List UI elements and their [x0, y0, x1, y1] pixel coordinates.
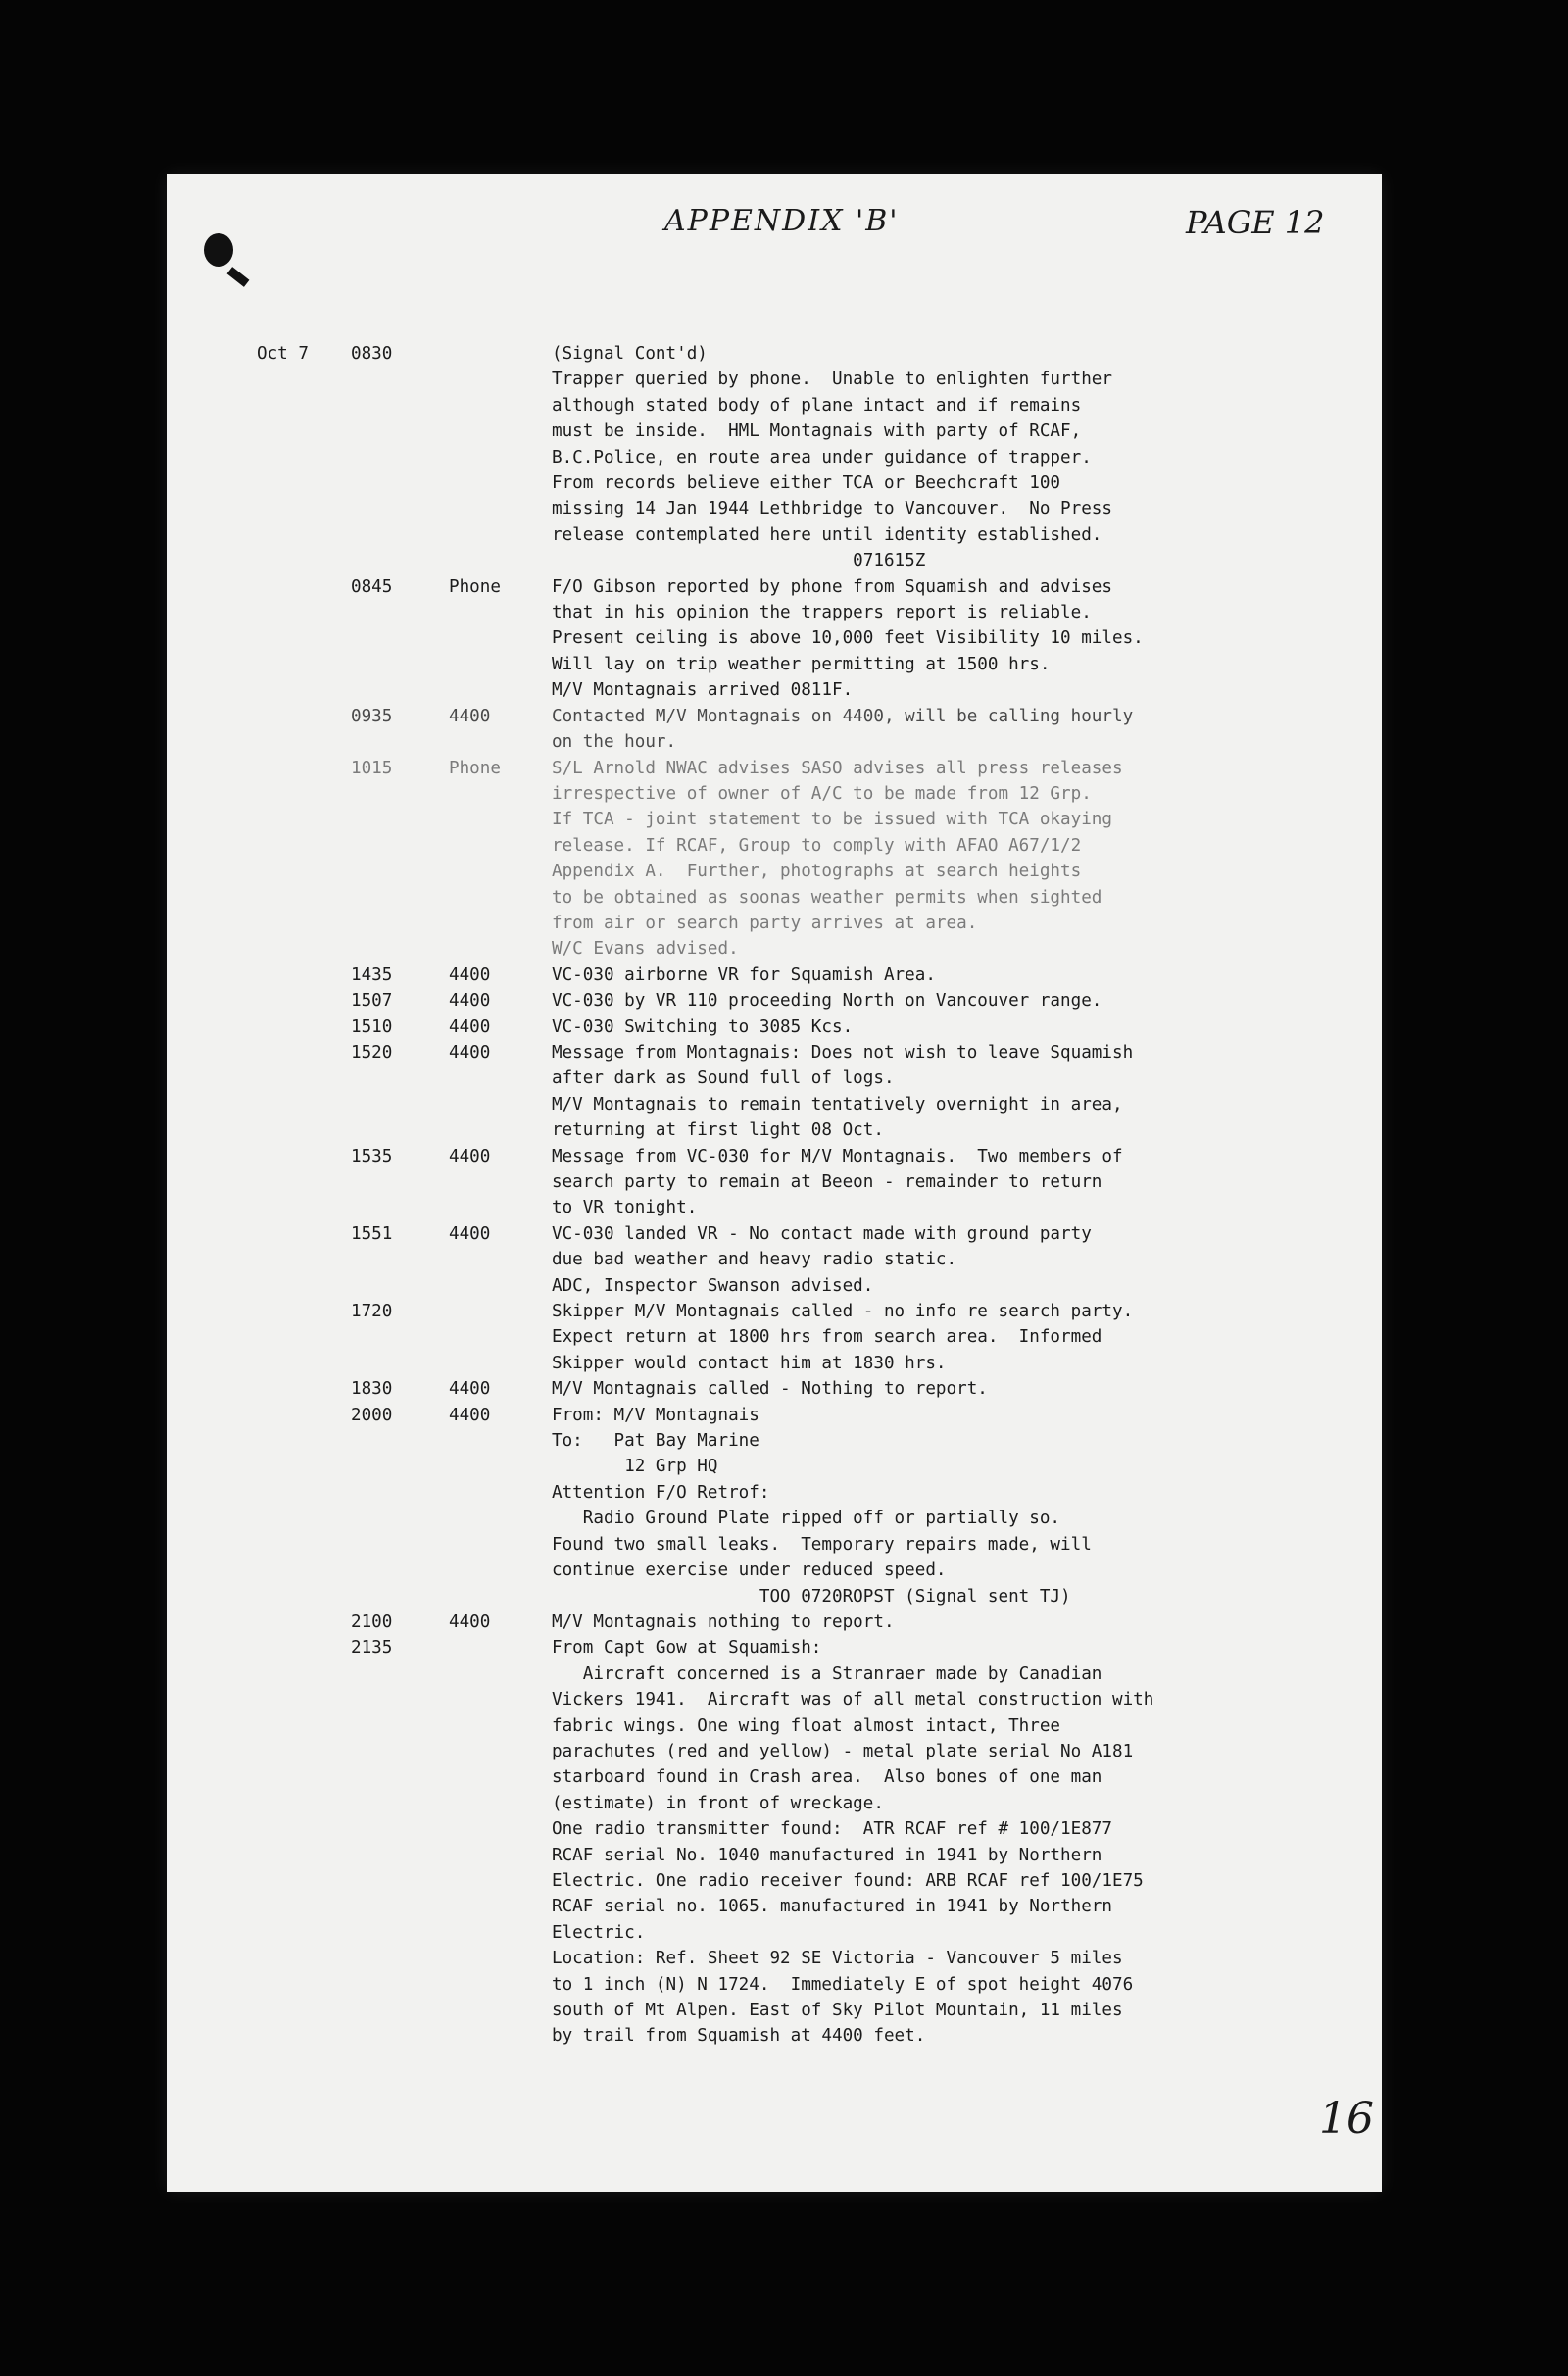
entry-channel: 4400 [449, 1042, 491, 1063]
entry-time: 1520 [351, 1042, 393, 1063]
entry-line: search party to remain at Beeon - remainder to return [552, 1172, 1102, 1192]
entry-line: missing 14 Jan 1944 Lethbridge to Vancouver. No Press [552, 499, 1112, 520]
entry-time: 2100 [351, 1611, 393, 1632]
entry-line: Found two small leaks. Temporary repairs made, will [552, 1534, 1092, 1555]
entry-line: VC-030 Switching to 3085 Kcs. [552, 1016, 854, 1037]
entry-line: to be obtained as soonas weather permits when sighted [552, 887, 1102, 908]
entry-channel: 4400 [449, 1611, 491, 1632]
entry-line: RCAF serial No. 1040 manufactured in 1941 by Northern [552, 1845, 1102, 1865]
entry-channel: 4400 [449, 1405, 491, 1425]
entry-date [257, 1040, 351, 1144]
entry-date [257, 1609, 351, 1635]
entry-line: Radio Ground Plate ripped off or partially so. [552, 1509, 1061, 1529]
entry-date: Oct 7 [257, 344, 309, 364]
entry-channel [449, 1635, 552, 2050]
signal-log-table [257, 341, 1354, 2050]
log-entry [257, 1221, 1354, 1299]
entry-time: 0935 [351, 706, 393, 726]
entry-time: 1720 [351, 1302, 393, 1322]
entry-channel: 4400 [449, 1016, 491, 1037]
entry-line: 071615Z [552, 551, 926, 571]
entry-line: Aircraft concerned is a Stranraer made by Canadian [552, 1663, 1102, 1684]
entry-channel [449, 341, 552, 574]
entry-line: RCAF serial no. 1065. manufactured in 1941 by Northern [552, 1897, 1112, 1917]
entry-line: continue exercise under reduced speed. [552, 1560, 947, 1581]
entry-text [552, 1221, 1354, 1299]
entry-line: Will lay on trip weather permitting at 1500 hrs. [552, 654, 1051, 674]
entry-text [552, 756, 1354, 963]
entry-time: 1510 [351, 1016, 393, 1037]
entry-date [257, 756, 351, 963]
entry-text [552, 1040, 1354, 1144]
entry-time: 2135 [351, 1638, 393, 1658]
entry-line: Skipper M/V Montagnais called - no info re search party. [552, 1302, 1134, 1322]
entry-line: starboard found in Crash area. Also bones of one man [552, 1767, 1102, 1788]
entry-date [257, 1403, 351, 1609]
entry-channel: 4400 [449, 991, 491, 1012]
document-page [167, 174, 1382, 2192]
entry-line: from air or search party arrives at area. [552, 913, 978, 933]
entry-line: Contacted M/V Montagnais on 4400, will be calling hourly [552, 706, 1134, 726]
entry-time: 1535 [351, 1146, 393, 1166]
entry-line: release contemplated here until identity established. [552, 524, 1102, 545]
entry-line: release. If RCAF, Group to comply with AFAO A67/1/2 [552, 835, 1082, 856]
entry-date [257, 988, 351, 1014]
entry-line: to 1 inch (N) N 1724. Immediately E of spot height 4076 [552, 1974, 1134, 1995]
entry-channel: 4400 [449, 965, 491, 985]
entry-text [552, 988, 1354, 1014]
entry-line: although stated body of plane intact and if remains [552, 395, 1082, 416]
log-entry [257, 1403, 1354, 1609]
entry-date [257, 1221, 351, 1299]
entry-time: 1551 [351, 1223, 393, 1244]
entry-channel: Phone [449, 758, 501, 778]
entry-line: M/V Montagnais to remain tentatively overnight in area, [552, 1094, 1123, 1114]
entry-line: M/V Montagnais arrived 0811F. [552, 680, 854, 701]
entry-line: south of Mt Alpen. East of Sky Pilot Mountain, 11 miles [552, 2001, 1123, 2020]
entry-date [257, 1015, 351, 1040]
entry-line: returning at first light 08 Oct. [552, 1120, 884, 1141]
log-entry [257, 1376, 1354, 1402]
entry-line: parachutes (red and yellow) - metal plate serial No A181 [552, 1741, 1134, 1761]
entry-line: M/V Montagnais called - Nothing to report. [552, 1379, 988, 1400]
entry-line: irrespective of owner of A/C to be made from 12 Grp. [552, 783, 1092, 804]
entry-time: 0830 [351, 344, 393, 364]
log-entry [257, 1635, 1354, 2050]
entry-line: 12 Grp HQ [552, 1457, 718, 1477]
log-entry [257, 1609, 1354, 1635]
handwritten-page-mark: 16 [1319, 2094, 1374, 2144]
entry-line: by trail from Squamish at 4400 feet. [552, 2026, 926, 2047]
log-entry [257, 1015, 1354, 1040]
entry-line: If TCA - joint statement to be issued with TCA okaying [552, 810, 1112, 830]
entry-text [552, 1635, 1354, 2050]
entry-line: that in his opinion the trappers report is reliable. [552, 603, 1092, 623]
entry-time: 1015 [351, 758, 393, 778]
entry-text [552, 1609, 1354, 1635]
entry-text [552, 963, 1354, 988]
log-entry [257, 341, 1354, 574]
entry-line: VC-030 landed VR - No contact made with ground party [552, 1223, 1092, 1244]
entry-line: Location: Ref. Sheet 92 SE Victoria - Vancouver 5 miles [552, 1949, 1123, 1969]
entry-line: (Signal Cont'd) [552, 344, 708, 364]
entry-line: Message from Montagnais: Does not wish to leave Squamish [552, 1042, 1134, 1063]
entry-line: F/O Gibson reported by phone from Squamish and advises [552, 576, 1112, 597]
entry-date [257, 704, 351, 756]
entry-text [552, 1403, 1354, 1609]
log-entry [257, 963, 1354, 988]
entry-line: Electric. [552, 1922, 646, 1943]
log-entry [257, 574, 1354, 704]
appendix-heading: APPENDIX 'B' [664, 204, 900, 238]
entry-line: Appendix A. Further, photographs at search heights [552, 862, 1082, 882]
entry-text [552, 1144, 1354, 1221]
entry-line: TOO 0720ROPST (Signal sent TJ) [552, 1586, 1071, 1607]
entry-line: One radio transmitter found: ATR RCAF ref # 100/1E877 [552, 1819, 1112, 1840]
entry-time: 1435 [351, 965, 393, 985]
entry-time: 2000 [351, 1405, 393, 1425]
log-entry [257, 704, 1354, 756]
entry-line: Expect return at 1800 hrs from search area. Informed [552, 1327, 1102, 1348]
entry-text [552, 704, 1354, 756]
entry-line: ADC, Inspector Swanson advised. [552, 1275, 874, 1296]
entry-line: From Capt Gow at Squamish: [552, 1638, 822, 1658]
entry-line: Trapper queried by phone. Unable to enlighten further [552, 370, 1112, 390]
entry-line: B.C.Police, en route area under guidance of trapper. [552, 447, 1092, 468]
entry-date [257, 1376, 351, 1402]
entry-line: To: Pat Bay Marine [552, 1431, 760, 1452]
entry-time: 1830 [351, 1379, 393, 1400]
entry-channel: 4400 [449, 706, 491, 726]
entry-date [257, 963, 351, 988]
entry-text [552, 1376, 1354, 1402]
punch-hole [204, 233, 233, 267]
entry-line: Skipper would contact him at 1830 hrs. [552, 1353, 947, 1373]
entry-line: due bad weather and heavy radio static. [552, 1250, 957, 1270]
entry-line: Present ceiling is above 10,000 feet Visibility 10 miles. [552, 628, 1144, 649]
entry-date [257, 1144, 351, 1221]
entry-date [257, 1635, 351, 2050]
log-entry [257, 1299, 1354, 1376]
entry-channel [449, 1299, 552, 1376]
entry-date [257, 1299, 351, 1376]
entry-channel: Phone [449, 576, 501, 597]
entry-line: (estimate) in front of wreckage. [552, 1793, 884, 1813]
entry-line: Attention F/O Retrof: [552, 1482, 770, 1503]
entry-line: fabric wings. One wing float almost intact, Three [552, 1715, 1061, 1736]
entry-text [552, 574, 1354, 704]
log-entry [257, 1040, 1354, 1144]
entry-line: From records believe either TCA or Beechcraft 100 [552, 473, 1061, 494]
log-entry [257, 988, 1354, 1014]
page-number: PAGE 12 [1186, 204, 1325, 241]
entry-line: Message from VC-030 for M/V Montagnais. Two members of [552, 1146, 1123, 1166]
entry-time: 0845 [351, 576, 393, 597]
log-entry [257, 1144, 1354, 1221]
entry-line: VC-030 airborne VR for Squamish Area. [552, 965, 936, 985]
entry-time: 1507 [351, 991, 393, 1012]
punch-mark [227, 267, 250, 287]
entry-line: M/V Montagnais nothing to report. [552, 1611, 895, 1632]
entry-line: Electric. One radio receiver found: ARB RCAF ref 100/1E75 [552, 1870, 1144, 1891]
entry-line: Vickers 1941. Aircraft was of all metal construction with [552, 1690, 1154, 1710]
entry-line: on the hour. [552, 732, 677, 753]
entry-line: From: M/V Montagnais [552, 1405, 760, 1425]
entry-text [552, 341, 1354, 574]
entry-line: must be inside. HML Montagnais with party of RCAF, [552, 421, 1082, 442]
entry-channel: 4400 [449, 1379, 491, 1400]
entry-channel: 4400 [449, 1146, 491, 1166]
entry-line: W/C Evans advised. [552, 939, 739, 960]
entry-text [552, 1015, 1354, 1040]
entry-line: after dark as Sound full of logs. [552, 1068, 895, 1089]
log-entry [257, 756, 1354, 963]
entry-date [257, 574, 351, 704]
entry-line: S/L Arnold NWAC advises SASO advises all press releases [552, 758, 1123, 778]
entry-channel: 4400 [449, 1223, 491, 1244]
entry-line: VC-030 by VR 110 proceeding North on Vancouver range. [552, 991, 1102, 1012]
entry-text [552, 1299, 1354, 1376]
entry-line: to VR tonight. [552, 1198, 698, 1218]
